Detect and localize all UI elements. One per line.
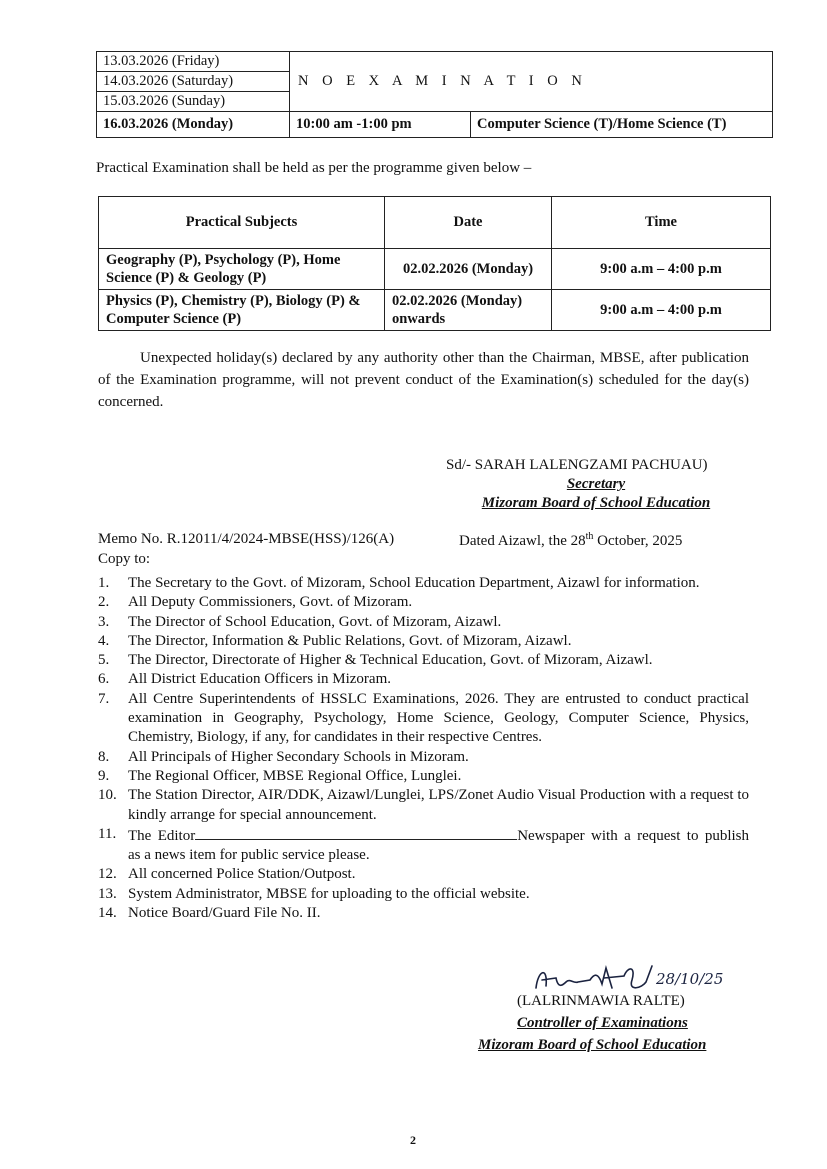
controller-name: (LALRINMAWIA RALTE) (517, 993, 685, 1009)
list-number: 10. (98, 787, 117, 804)
table-row (99, 249, 771, 290)
list-item (98, 651, 749, 670)
memo-date-suffix: October, 2025 (593, 533, 683, 549)
list-item (98, 865, 749, 884)
signature-date: 28/10/25 (656, 970, 724, 988)
list-number: 3. (98, 613, 110, 630)
list-text: The Director, Information & Public Relations, Govt. of Mizoram, Aizawl. (128, 632, 572, 649)
exam-date: 16.03.2026 (Monday) (97, 112, 290, 138)
list-text: All Deputy Commissioners, Govt. of Mizoram. (128, 594, 413, 611)
secretary-name: Sd/- SARAH LALENGZAMI PACHUAU) (446, 457, 708, 473)
newspaper-blank-line (195, 825, 517, 840)
list-text: All District Education Officers in Mizoram. (128, 671, 391, 688)
list-item (98, 690, 749, 748)
copy-to-list (98, 574, 749, 923)
list-item (98, 574, 749, 593)
list-text: System Administrator, MBSE for uploading to the official website. (128, 885, 530, 902)
table-row (97, 112, 773, 138)
list-number: 5. (98, 652, 110, 669)
list-text: The Director, Directorate of Higher & Technical Education, Govt. of Mizoram, Aizawl. (128, 652, 653, 669)
page-number: 2 (410, 1133, 416, 1147)
list-item (98, 748, 749, 767)
practical-intro: Practical Examination shall be held as per the programme given below – (96, 160, 532, 176)
list-text: The Station Director, AIR/DDK, Aizawl/Lunglei, LPS/Zonet Audio Visual Production with a request to kindly arrange for special announcement. (128, 787, 749, 823)
list-item (98, 593, 749, 612)
exam-subject: Computer Science (T)/Home Science (T) (471, 112, 773, 138)
table-header-row (99, 197, 771, 249)
controller-organization: Mizoram Board of School Education (478, 1037, 707, 1053)
list-number: 12. (98, 866, 117, 883)
list-text-editor: The Editor (128, 827, 196, 844)
practical-time: 9:00 a.m – 4:00 p.m (552, 290, 771, 331)
holiday-note: Unexpected holiday(s) declared by any authority other than the Chairman, MBSE, after publication of the Examination programme, will not prevent conduct of the Examination(s) scheduled for the day(s) concerned. (98, 350, 749, 410)
controller-designation: Controller of Examinations (517, 1015, 688, 1031)
secretary-signature-block (446, 456, 746, 513)
table-row (99, 290, 771, 331)
list-item (98, 670, 749, 689)
list-item (98, 767, 749, 786)
list-number: 7. (98, 690, 110, 707)
list-text: The Director of School Education, Govt. of Mizoram, Aizawl. (128, 613, 502, 630)
exam-schedule-table (96, 51, 773, 138)
memo-date-prefix: Dated Aizawl, the 28 (459, 533, 586, 549)
list-text (128, 825, 749, 866)
practical-subjects: Geography (P), Psychology (P), Home Science (P) & Geology (P) (99, 249, 385, 290)
practical-time: 9:00 a.m – 4:00 p.m (552, 249, 771, 290)
list-item (98, 825, 749, 866)
practical-table (98, 196, 771, 331)
list-number: 9. (98, 767, 110, 784)
memo-date (459, 531, 682, 550)
list-text: All Centre Superintendents of HSSLC Examinations, 2026. They are entrusted to conduct practical examination in Geography, Psychology, Home Science, Geology, Computer Science, Physics, Chemistry, Biology, if any, for candidates in their respective Centres. (128, 690, 749, 746)
column-header: Time (552, 197, 771, 249)
list-text: All concerned Police Station/Outpost. (128, 866, 356, 883)
list-number: 14. (98, 905, 117, 922)
list-number: 2. (98, 594, 110, 611)
list-item (98, 786, 749, 825)
list-text-newspaper: Newspaper with a request to publish as a news item for public service please. (128, 827, 749, 864)
list-item (98, 885, 749, 904)
practical-date: 02.02.2026 (Monday) onwards (385, 290, 552, 331)
list-item (98, 904, 749, 923)
list-number: 4. (98, 632, 110, 649)
secretary-designation: Secretary (566, 476, 626, 492)
list-number: 6. (98, 671, 110, 688)
memo-date-sup: th (585, 531, 594, 542)
column-header: Practical Subjects (99, 197, 385, 249)
list-number: 1. (98, 575, 110, 591)
list-text: The Secretary to the Govt. of Mizoram, School Education Department, Aizawl for information. (128, 575, 700, 591)
list-number: 11. (98, 825, 117, 842)
practical-date: 02.02.2026 (Monday) (385, 249, 552, 290)
column-header: Date (385, 197, 552, 249)
list-text: All Principals of Higher Secondary Schools in Mizoram. (128, 748, 469, 765)
list-number: 13. (98, 885, 117, 902)
list-number: 8. (98, 748, 110, 765)
list-text: The Regional Officer, MBSE Regional Office, Lunglei. (128, 767, 462, 784)
secretary-organization: Mizoram Board of School Education (481, 495, 711, 511)
list-item (98, 632, 749, 651)
memo-line (98, 531, 798, 548)
no-exam-date: 14.03.2026 (Saturday) (97, 72, 290, 92)
list-text: Notice Board/Guard File No. II. (128, 905, 321, 922)
memo-number: Memo No. R.12011/4/2024-MBSE(HSS)/126(A) (98, 531, 395, 547)
exam-time: 10:00 am -1:00 pm (290, 112, 471, 138)
controller-signature-block (470, 990, 770, 1056)
practical-subjects: Physics (P), Chemistry (P), Biology (P) & Computer Science (P) (99, 290, 385, 331)
copy-to-label: Copy to: (98, 551, 151, 567)
no-exam-date: 15.03.2026 (Sunday) (97, 92, 290, 112)
no-exam-date: 13.03.2026 (Friday) (97, 52, 290, 72)
list-item (98, 613, 749, 632)
no-exam-label: N O E X A M I N A T I O N (290, 52, 773, 112)
table-row (97, 52, 773, 72)
